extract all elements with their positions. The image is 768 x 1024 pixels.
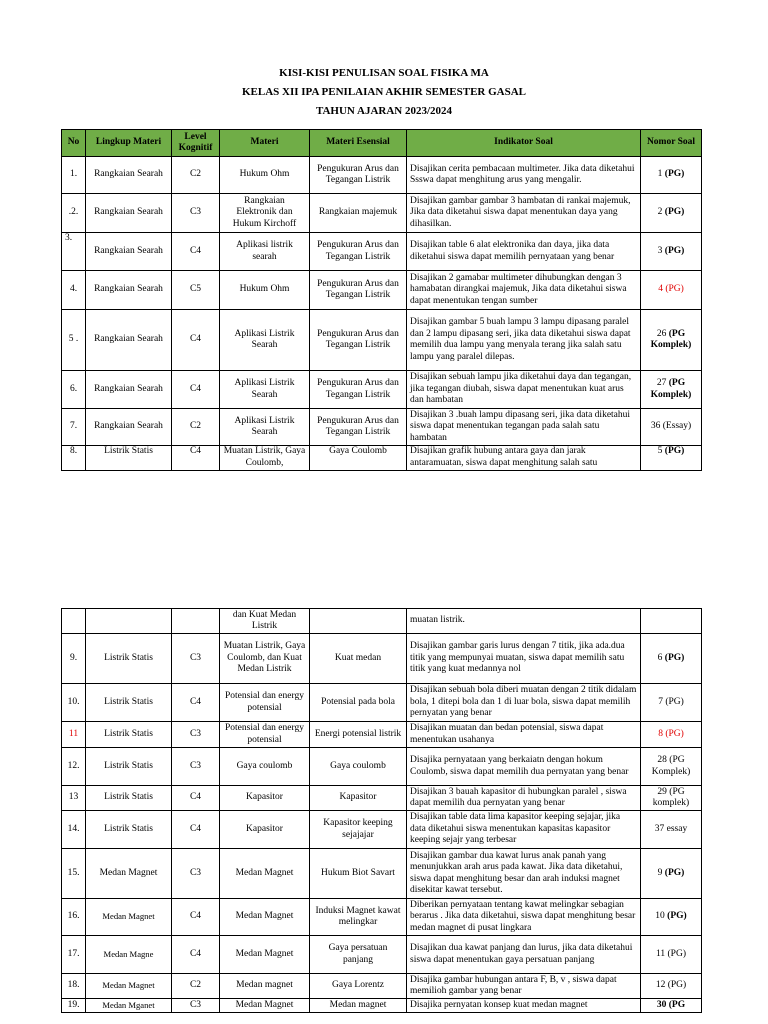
cell-materi: Medan Magnet xyxy=(220,849,310,899)
cell-indikator: Diberikan pernyataan tentang kawat melingkar sebagian berarus . Jika data diketahui, siswa dapat menghitung besar medan magnet di pusat lingkara xyxy=(407,899,641,936)
cell-lingkup: Rangkaian Searah xyxy=(86,371,172,409)
cell-level: C3 xyxy=(172,849,220,899)
nomor-number: 30 (PG xyxy=(656,999,686,1010)
cell-level: C4 xyxy=(172,899,220,936)
cell-materi: Medan Magnet xyxy=(220,999,310,1013)
cell-lingkup: Rangkaian Searah xyxy=(86,310,172,371)
cell-nomor xyxy=(641,194,702,233)
cell-nomor xyxy=(641,999,702,1013)
table-row xyxy=(62,999,702,1013)
cell-nomor xyxy=(641,310,702,371)
cell-level: C4 xyxy=(172,936,220,974)
cell-level: C5 xyxy=(172,271,220,310)
cell-lingkup: Rangkaian Searah xyxy=(86,157,172,194)
cell-lingkup: Listrik Statis xyxy=(86,634,172,684)
cell-esensial: Gaya Coulomb xyxy=(310,446,407,471)
cell-lingkup: Listrik Statis xyxy=(86,446,172,471)
table-header-row xyxy=(62,130,702,157)
cell-indikator: Disajikan gambar garis lurus dengan 7 titik, jika ada.dua titik yang mempunyai muatan, siswa dapat memilih satu titik yang kuat medannya nol xyxy=(407,634,641,684)
table-row xyxy=(62,722,702,748)
nomor-type: (PG) xyxy=(664,245,685,256)
cell-materi: Aplikasi Listrik Searah xyxy=(220,409,310,446)
cell-lingkup: Rangkaian Searah xyxy=(86,409,172,446)
cell-esensial: Kuat medan xyxy=(310,634,407,684)
cell-nomor xyxy=(641,786,702,811)
table-row xyxy=(62,371,702,409)
cell-level: C3 xyxy=(172,194,220,233)
table-row xyxy=(62,609,702,634)
cell-materi: Aplikasi Listrik Searah xyxy=(220,371,310,409)
nomor-number: 2 xyxy=(657,207,665,218)
cell-lingkup: Rangkaian Searah xyxy=(86,194,172,233)
table-row xyxy=(62,786,702,811)
cell-level: C4 xyxy=(172,310,220,371)
cell-level: C4 xyxy=(172,786,220,811)
cell-nomor xyxy=(641,634,702,684)
cell-lingkup xyxy=(86,609,172,634)
nomor-type: (PG) xyxy=(664,652,685,663)
header-materi-esensial: Materi Esensial xyxy=(310,130,407,157)
cell-materi: Rangkaian Elektronik dan Hukum Kirchoff xyxy=(220,194,310,233)
header-materi: Materi xyxy=(220,130,310,157)
cell-esensial: Pengukuran Arus dan Tegangan Listrik xyxy=(310,409,407,446)
nomor-type: (PG) xyxy=(664,169,685,180)
cell-lingkup: Rangkaian Searah xyxy=(86,271,172,310)
cell-materi: Medan magnet xyxy=(220,974,310,999)
cell-esensial: Gaya Lorentz xyxy=(310,974,407,999)
nomor-number: 28 (PG Komplek) xyxy=(651,755,691,777)
cell-indikator: Disajikan gambar 5 buah lampu 3 lampu dipasang paralel dan 2 lampu dipasang seri, jika data diketahui siswa dapat memilih dua lampu yang menyala terang jika salah satu lampu yang paralel dilepas. xyxy=(407,310,641,371)
nomor-number: 9 xyxy=(657,867,665,878)
nomor-number: 29 (PG komplek) xyxy=(652,786,690,808)
nomor-number: 5 xyxy=(657,446,665,456)
cell-esensial: Potensial pada bola xyxy=(310,684,407,722)
cell-no: 10. xyxy=(62,684,86,722)
nomor-type: (PG) xyxy=(664,446,685,456)
cell-nomor xyxy=(641,899,702,936)
title-line-3: TAHUN AJARAN 2023/2024 xyxy=(315,105,453,117)
cell-nomor xyxy=(641,409,702,446)
cell-nomor xyxy=(641,748,702,786)
cell-level: C4 xyxy=(172,446,220,471)
nomor-number: 37 essay xyxy=(654,823,688,834)
nomor-type: (PG) xyxy=(667,911,687,922)
cell-materi: Potensial dan energy potensial xyxy=(220,684,310,722)
cell-esensial: Pengukuran Arus dan Tegangan Listrik xyxy=(310,310,407,371)
cell-indikator: Disajikan 2 gamabar multimeter dihubungkan dengan 3 hamabatan dirangkai majemuk, Jika data diketahui siswa dapat menentukan tengan sumber xyxy=(407,271,641,310)
cell-level: C4 xyxy=(172,684,220,722)
cell-esensial: Pengukuran Arus dan Tegangan Listrik xyxy=(310,371,407,409)
nomor-type: (PG) xyxy=(664,867,685,878)
cell-nomor xyxy=(641,271,702,310)
document-title xyxy=(0,64,768,121)
cell-materi: Potensial dan energy potensial xyxy=(220,722,310,748)
table-row xyxy=(62,899,702,936)
cell-indikator: Disajikan dua kawat panjang dan lurus, jika data diketahui siswa dapat menentukan gaya persatuan panjang xyxy=(407,936,641,974)
cell-materi: Muatan Listrik, Gaya Coulomb, xyxy=(220,446,310,471)
cell-no: .2. xyxy=(62,194,86,233)
cell-esensial: Pengukuran Arus dan Tegangan Listrik xyxy=(310,233,407,271)
kisi-kisi-table-page-1 xyxy=(61,129,702,471)
header-lingkup-materi: Lingkup Materi xyxy=(86,130,172,157)
table-row xyxy=(62,233,702,271)
cell-lingkup: Listrik Statis xyxy=(86,811,172,849)
cell-no: 13 xyxy=(62,786,86,811)
cell-indikator: Disajikan muatan dan bedan potensial, siswa dapat menentukan usahanya xyxy=(407,722,641,748)
cell-level: C4 xyxy=(172,233,220,271)
nomor-number: 8 (PG) xyxy=(658,728,684,739)
cell-lingkup: Listrik Statis xyxy=(86,722,172,748)
cell-nomor xyxy=(641,684,702,722)
cell-nomor xyxy=(641,157,702,194)
table-row xyxy=(62,271,702,310)
cell-nomor xyxy=(641,371,702,409)
table-row xyxy=(62,936,702,974)
cell-no: 3. xyxy=(62,233,86,271)
cell-lingkup: Rangkaian Searah xyxy=(86,233,172,271)
cell-indikator: Disajikan cerita pembacaan multimeter. Jika data diketahui Ssswa dapat menghitung arus yang mengalir. xyxy=(407,157,641,194)
cell-materi: Medan Magnet xyxy=(220,899,310,936)
cell-esensial: Kapasitor xyxy=(310,786,407,811)
cell-materi: Hukum Ohm xyxy=(220,271,310,310)
cell-indikator: muatan listrik. xyxy=(407,609,641,634)
nomor-number: 6 xyxy=(657,652,665,663)
cell-level: C3 xyxy=(172,634,220,684)
cell-materi: Gaya coulomb xyxy=(220,748,310,786)
cell-lingkup: Listrik Statis xyxy=(86,748,172,786)
nomor-number: 36 (Essay) xyxy=(650,421,692,432)
table-row xyxy=(62,310,702,371)
cell-no: 7. xyxy=(62,409,86,446)
cell-lingkup: Medan Magnet xyxy=(86,974,172,999)
cell-esensial: Kapasitor keeping sejajajar xyxy=(310,811,407,849)
cell-nomor xyxy=(641,446,702,471)
table-row xyxy=(62,157,702,194)
cell-level: C2 xyxy=(172,974,220,999)
cell-no: 14. xyxy=(62,811,86,849)
cell-lingkup: Medan Magnet xyxy=(86,849,172,899)
cell-indikator: Disajika pernyatan konsep kuat medan magnet xyxy=(407,999,641,1013)
cell-esensial: Hukum Biot Savart xyxy=(310,849,407,899)
cell-no: 11 xyxy=(62,722,86,748)
cell-indikator: Disajikan table data lima kapasitor keeping sejajar, jika data diketahui siswa menentukan kapasitas kapasitor keeping sejajr yang terbesar xyxy=(407,811,641,849)
cell-no: 17. xyxy=(62,936,86,974)
cell-indikator: Disajika gambar hubungan antara F, B, v , siswa dapat memilioh gambar yang benar xyxy=(407,974,641,999)
cell-nomor xyxy=(641,849,702,899)
cell-materi: dan Kuat Medan Listrik xyxy=(220,609,310,634)
table-row xyxy=(62,748,702,786)
cell-indikator: Disajikan sebuah lampu jika diketahui daya dan tegangan, jika tegangan diubah, siswa dapat menentukan kuat arus dan hambatan xyxy=(407,371,641,409)
title-line-1: KISI-KISI PENULISAN SOAL FISIKA MA xyxy=(279,67,489,79)
cell-materi: Aplikasi listrik searah xyxy=(220,233,310,271)
cell-level: C2 xyxy=(172,157,220,194)
cell-esensial xyxy=(310,609,407,634)
nomor-number: 7 (PG) xyxy=(658,696,684,707)
table-row xyxy=(62,974,702,999)
cell-lingkup: Medan Magnet xyxy=(86,899,172,936)
cell-esensial: Induksi Magnet kawat melingkar xyxy=(310,899,407,936)
cell-materi: Aplikasi Listrik Searah xyxy=(220,310,310,371)
cell-esensial: Gaya coulomb xyxy=(310,748,407,786)
cell-no: 1. xyxy=(62,157,86,194)
title-line-2: KELAS XII IPA PENILAIAN AKHIR SEMESTER GASAL xyxy=(241,86,527,98)
cell-materi: Kapasitor xyxy=(220,786,310,811)
cell-no: 16. xyxy=(62,899,86,936)
cell-indikator: Disajikan gambar dua kawat lurus anak panah yang menunjukkan arah arus pada kawat. Jika data diketahui, siswa dapat menghitung besar dan arah induksi magnet disekitar kawat tersebut. xyxy=(407,849,641,899)
cell-lingkup: Listrik Statis xyxy=(86,786,172,811)
header-nomor-soal: Nomor Soal xyxy=(641,130,702,157)
cell-level: C3 xyxy=(172,748,220,786)
table-row xyxy=(62,409,702,446)
nomor-number: 12 (PG) xyxy=(655,980,687,991)
nomor-type: (PG) xyxy=(664,207,685,218)
cell-materi: Hukum Ohm xyxy=(220,157,310,194)
table-row xyxy=(62,811,702,849)
cell-nomor xyxy=(641,722,702,748)
cell-materi: Muatan Listrik, Gaya Coulomb, dan Kuat Medan Listrik xyxy=(220,634,310,684)
nomor-number: 4 (PG) xyxy=(658,284,684,295)
cell-no: 9. xyxy=(62,634,86,684)
cell-nomor xyxy=(641,811,702,849)
cell-nomor xyxy=(641,974,702,999)
nomor-number: 10 xyxy=(655,911,668,922)
cell-lingkup: Listrik Statis xyxy=(86,684,172,722)
table-row xyxy=(62,849,702,899)
cell-no xyxy=(62,609,86,634)
cell-lingkup: Medan Magne xyxy=(86,936,172,974)
cell-indikator: Disajikan grafik hubung antara gaya dan jarak antaramuatan, siswa dapat menghitung salah satu xyxy=(407,446,641,471)
cell-esensial: Pengukuran Arus dan Tegangan Listrik xyxy=(310,271,407,310)
cell-no: 15. xyxy=(62,849,86,899)
cell-no: 19. xyxy=(62,999,86,1013)
nomor-number: 11 (PG) xyxy=(656,948,686,959)
nomor-number: 3 xyxy=(657,245,665,256)
cell-esensial: Gaya persatuan panjang xyxy=(310,936,407,974)
table-row xyxy=(62,684,702,722)
cell-indikator: Disajikan gambar gambar 3 hambatan di rankai majemuk, Jika data diketahui siswa dapat menentukan daya yang dihasilkan. xyxy=(407,194,641,233)
cell-level: C4 xyxy=(172,811,220,849)
cell-level: C3 xyxy=(172,999,220,1013)
cell-level: C2 xyxy=(172,409,220,446)
cell-esensial: Pengukuran Arus dan Tegangan Listrik xyxy=(310,157,407,194)
cell-esensial: Rangkaian majemuk xyxy=(310,194,407,233)
nomor-type: (PG Komplek) xyxy=(650,328,692,350)
cell-no: 5 . xyxy=(62,310,86,371)
table-row xyxy=(62,194,702,233)
cell-nomor xyxy=(641,936,702,974)
cell-indikator: Disajikan 3 bauah kapasitor di hubungkan paralel , siswa dapat memilih dua pernyatan yang benar xyxy=(407,786,641,811)
cell-indikator: Disajikan table 6 alat elektronika dan daya, jika data diketahui siswa dapat memilih pernyataan yang benar xyxy=(407,233,641,271)
cell-indikator: Disajikan sebuah bola diberi muatan dengan 2 titik didalam bola, 1 ditepi bola dan 1 di luar bola, siswa dapat memilih pernyatan yang benar xyxy=(407,684,641,722)
nomor-type: (PG Komplek) xyxy=(650,378,692,400)
cell-esensial: Medan magnet xyxy=(310,999,407,1013)
cell-no: 6. xyxy=(62,371,86,409)
cell-materi: Medan Magnet xyxy=(220,936,310,974)
cell-level xyxy=(172,609,220,634)
cell-lingkup: Medan Mganet xyxy=(86,999,172,1013)
cell-no: 4. xyxy=(62,271,86,310)
header-no: No xyxy=(62,130,86,157)
header-indikator-soal: Indikator Soal xyxy=(407,130,641,157)
cell-no: 8. xyxy=(62,446,86,471)
table-row xyxy=(62,446,702,471)
nomor-number: 26 xyxy=(656,328,669,339)
table-row xyxy=(62,634,702,684)
cell-level: C3 xyxy=(172,722,220,748)
cell-nomor xyxy=(641,233,702,271)
cell-no: 12. xyxy=(62,748,86,786)
cell-level: C4 xyxy=(172,371,220,409)
cell-no: 18. xyxy=(62,974,86,999)
cell-nomor xyxy=(641,609,702,634)
kisi-kisi-table-page-2 xyxy=(61,608,702,1013)
header-level-kognitif: Level Kognitif xyxy=(172,130,220,157)
nomor-number: 1 xyxy=(657,169,665,180)
cell-esensial: Energi potensial listrik xyxy=(310,722,407,748)
cell-materi: Kapasitor xyxy=(220,811,310,849)
cell-indikator: Disajika pernyataan yang berkaiatn dengan hokum Coulomb, siswa dapat memilih dua pernyatan yang benar xyxy=(407,748,641,786)
cell-indikator: Disajikan 3 .buah lampu dipasang seri, jika data diketahui siswa dapat menentukan tegangan pada salah satu hambatan xyxy=(407,409,641,446)
nomor-number: 27 xyxy=(656,378,669,388)
